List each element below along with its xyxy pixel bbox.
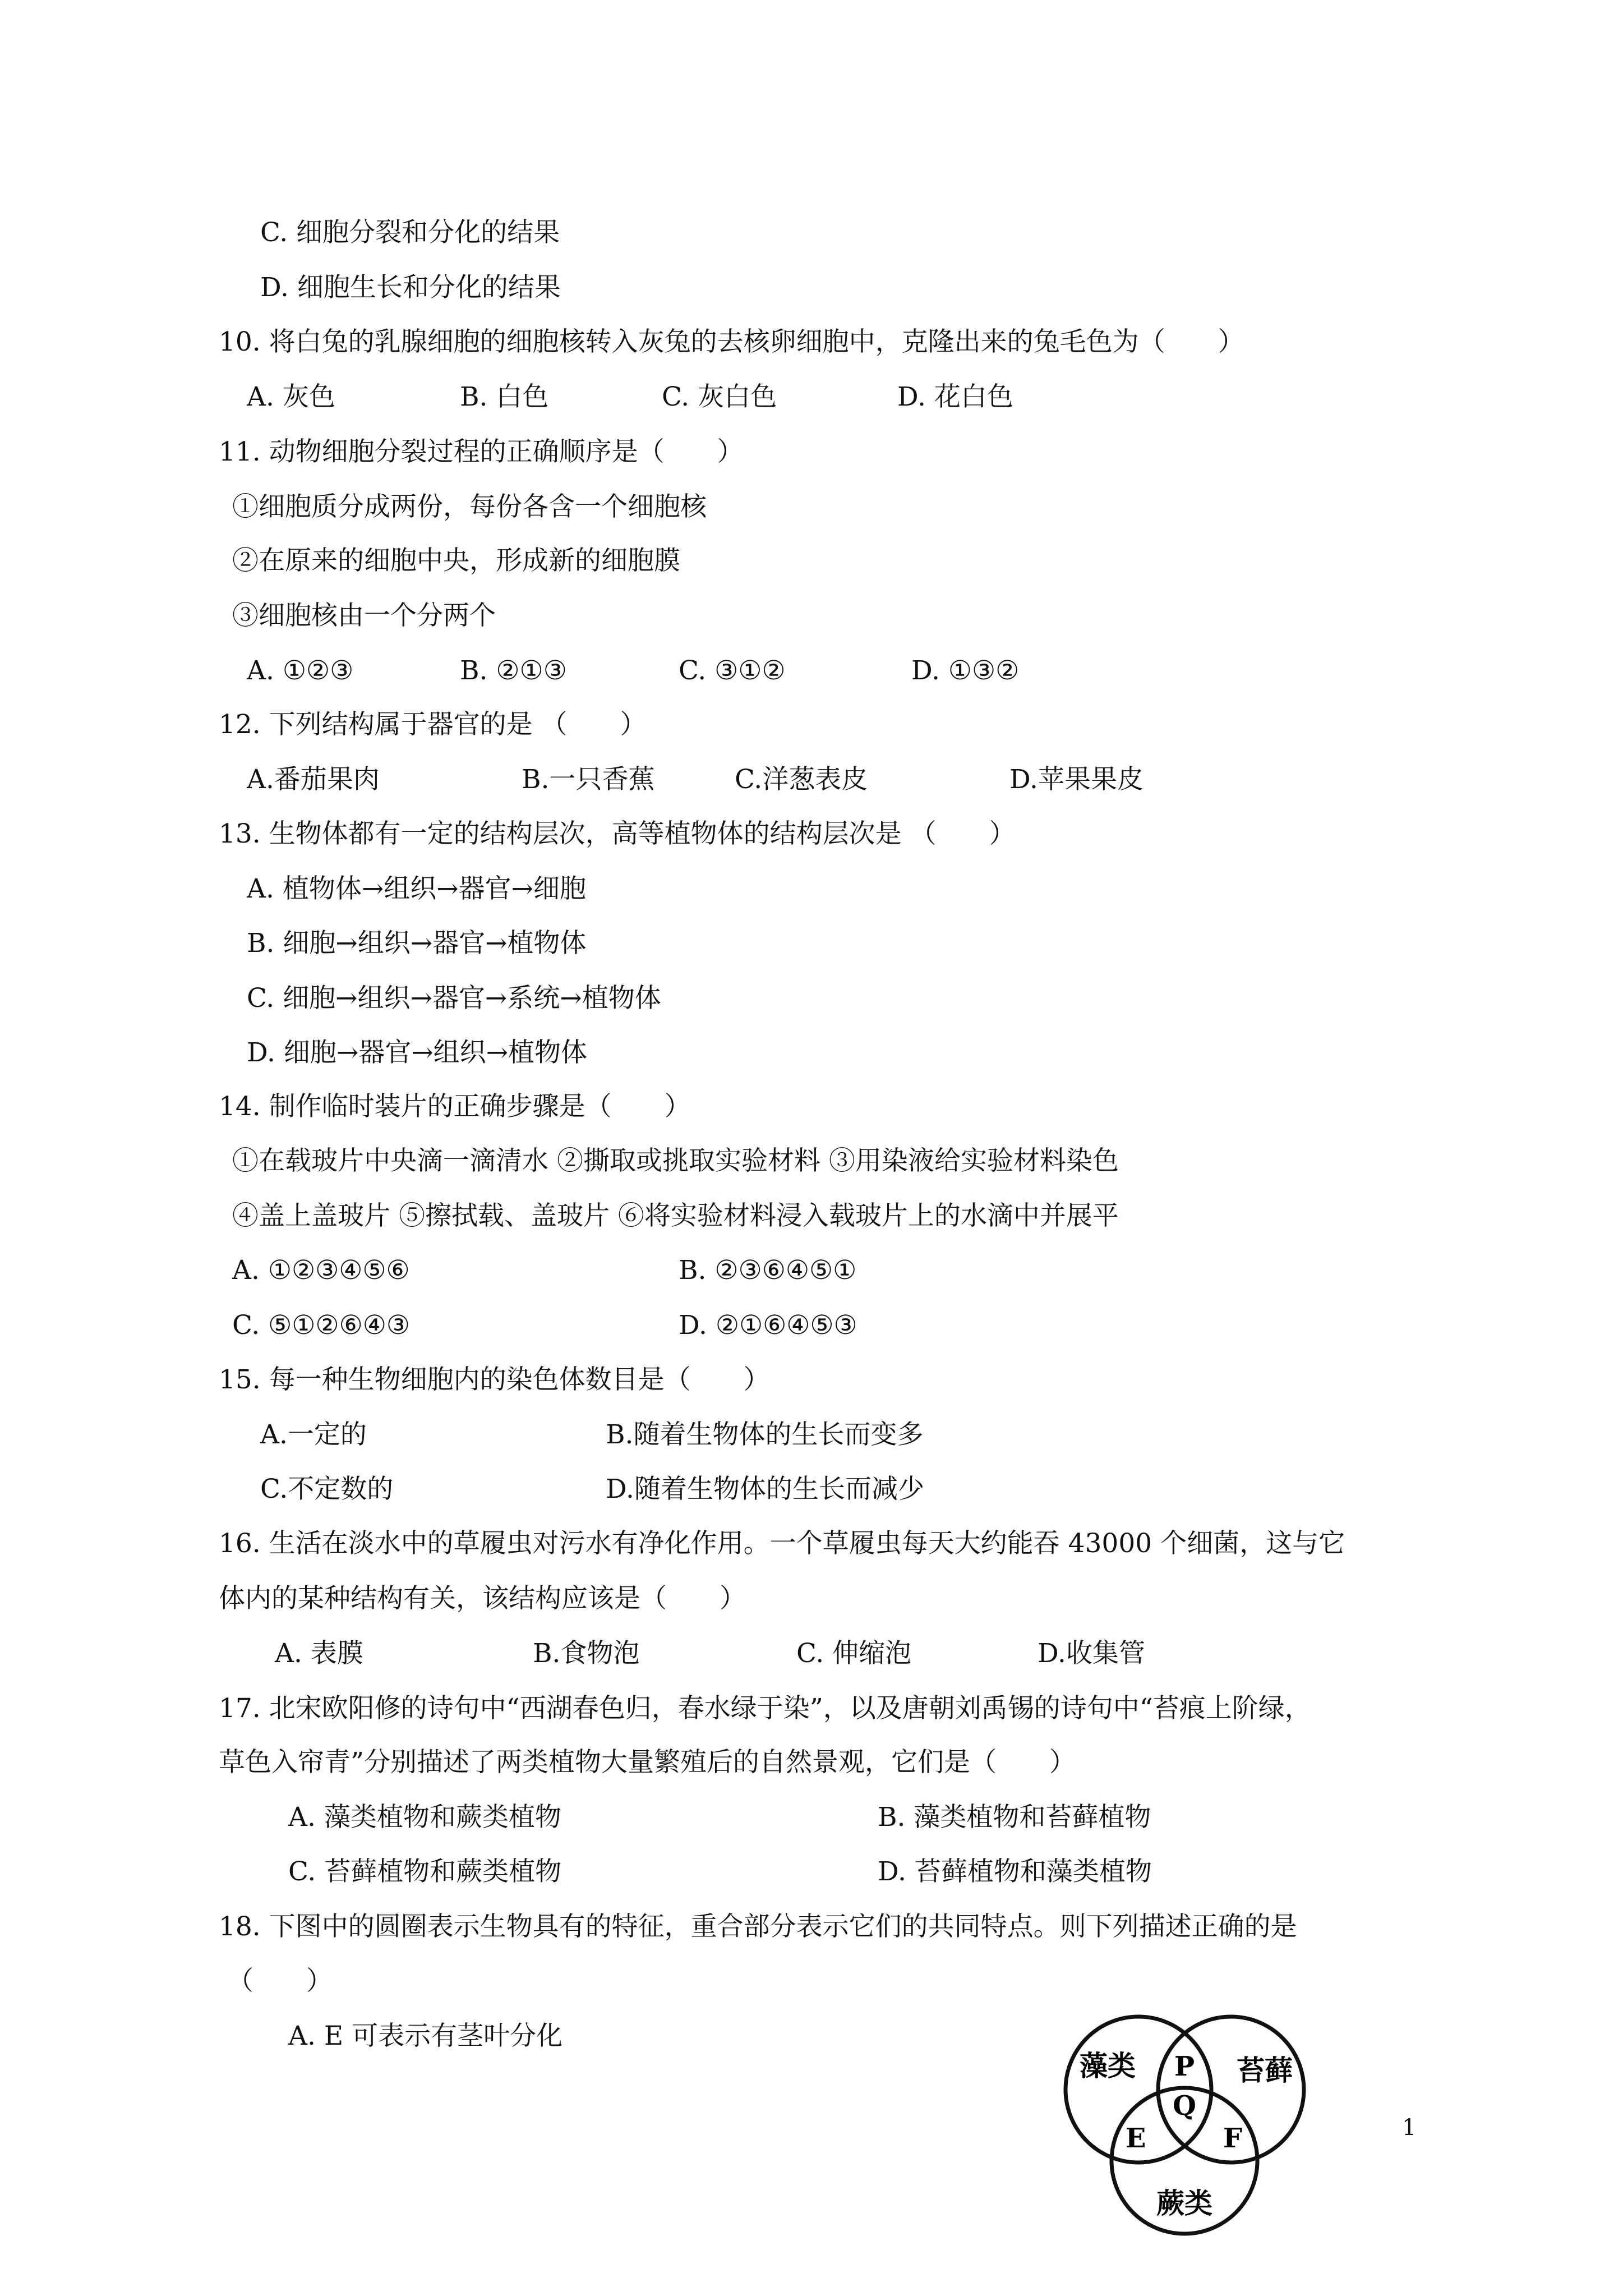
q14-option-b: B. ②③⑥④⑤① <box>679 1255 857 1286</box>
venn-label-fern: 蕨类 <box>1156 2187 1212 2220</box>
q17-option-c: C. 苔藓植物和蕨类植物 <box>288 1856 562 1887</box>
q12-option-d: D.苹果果皮 <box>1009 764 1144 795</box>
q10-option-a: A. 灰色 <box>247 381 335 412</box>
venn-label-moss: 苔藓 <box>1237 2054 1293 2087</box>
q18-option-a: A. E 可表示有茎叶分化 <box>288 2021 563 2051</box>
venn-region-p: P <box>1174 2051 1195 2082</box>
q16-stem-line-1: 16. 生活在淡水中的草履虫对污水有净化作用。一个草履虫每天大约能吞 43000 个细菌，这与它 <box>219 1528 1345 1559</box>
q17-stem-line-2: 草色入帘青”分别描述了两类植物大量繁殖后的自然景观，它们是（ ） <box>219 1747 1076 1778</box>
page-number: 1 <box>1402 2115 1417 2141</box>
venn-diagram <box>1054 2014 1324 2238</box>
q16-option-d: D.收集管 <box>1038 1638 1145 1669</box>
q13-option-a: A. 植物体→组织→器官→细胞 <box>247 873 586 904</box>
q14-option-c: C. ⑤①②⑥④③ <box>232 1310 410 1341</box>
q11-item-1: ①细胞质分成两份，每份各含一个细胞核 <box>232 491 707 522</box>
q18-stem-line-1: 18. 下图中的圆圈表示生物具有的特征，重合部分表示它们的共同特点。则下列描述正确的是 <box>219 1911 1297 1942</box>
q14-items-line-2: ④盖上盖玻片 ⑤擦拭载、盖玻片 ⑥将实验材料浸入载玻片上的水滴中并展平 <box>232 1200 1119 1231</box>
venn-region-e: E <box>1125 2123 1146 2154</box>
q15-option-a: A.一定的 <box>260 1419 367 1450</box>
q13-stem: 13. 生物体都有一定的结构层次，高等植物体的结构层次是 （ ） <box>219 818 1016 849</box>
q17-option-b: B. 藻类植物和苔藓植物 <box>878 1802 1151 1833</box>
q11-item-3: ③细胞核由一个分两个 <box>232 600 496 631</box>
q10-stem: 10. 将白兔的乳腺细胞的细胞核转入灰兔的去核卵细胞中，克隆出来的兔毛色为（ ） <box>219 326 1244 357</box>
q17-option-d: D. 苔藓植物和藻类植物 <box>878 1856 1152 1887</box>
venn-region-q: Q <box>1173 2090 1196 2122</box>
q13-option-c: C. 细胞→组织→器官→系统→植物体 <box>247 983 661 1014</box>
q13-option-b: B. 细胞→组织→器官→植物体 <box>247 928 587 959</box>
q9-option-c: C. 细胞分裂和分化的结果 <box>260 217 560 248</box>
q14-items-line-1: ①在载玻片中央滴一滴清水 ②撕取或挑取实验材料 ③用染液给实验材料染色 <box>232 1145 1119 1176</box>
q11-option-b: B. ②①③ <box>460 655 567 686</box>
q17-option-a: A. 藻类植物和蕨类植物 <box>288 1802 561 1833</box>
q16-option-c: C. 伸缩泡 <box>796 1638 912 1669</box>
q14-option-d: D. ②①⑥④⑤③ <box>679 1310 857 1341</box>
q16-option-b: B.食物泡 <box>533 1638 640 1669</box>
q16-stem-line-2: 体内的某种结构有关，该结构应该是（ ） <box>219 1583 746 1614</box>
q13-option-d: D. 细胞→器官→组织→植物体 <box>247 1037 588 1068</box>
q11-option-a: A. ①②③ <box>247 655 354 686</box>
q14-stem: 14. 制作临时装片的正确步骤是（ ） <box>219 1091 691 1122</box>
q15-option-c: C.不定数的 <box>260 1474 394 1504</box>
q15-option-d: D.随着生物体的生长而减少 <box>606 1474 924 1504</box>
q12-option-b: B.一只香蕉 <box>522 764 655 795</box>
q14-option-a: A. ①②③④⑤⑥ <box>232 1255 410 1286</box>
q12-option-c: C.洋葱表皮 <box>735 764 868 795</box>
q11-item-2: ②在原来的细胞中央，形成新的细胞膜 <box>232 545 680 576</box>
q18-stem-line-2: （ ） <box>227 1966 333 1996</box>
q12-stem: 12. 下列结构属于器官的是 （ ） <box>219 709 647 740</box>
q12-option-a: A.番茄果肉 <box>247 764 380 795</box>
q11-stem: 11. 动物细胞分裂过程的正确顺序是（ ） <box>219 436 744 467</box>
q10-option-d: D. 花白色 <box>897 381 1013 412</box>
q11-option-d: D. ①③② <box>911 655 1020 686</box>
q15-stem: 15. 每一种生物细胞内的染色体数目是（ ） <box>219 1364 770 1395</box>
q10-option-c: C. 灰白色 <box>662 381 777 412</box>
q16-option-a: A. 表膜 <box>275 1638 363 1669</box>
q11-option-c: C. ③①② <box>679 655 786 686</box>
q15-option-b: B.随着生物体的生长而变多 <box>606 1419 924 1450</box>
venn-label-algae: 藻类 <box>1080 2049 1136 2082</box>
venn-region-f: F <box>1223 2123 1243 2154</box>
q10-option-b: B. 白色 <box>460 381 549 412</box>
q9-option-d: D. 细胞生长和分化的结果 <box>260 272 561 303</box>
q17-stem-line-1: 17. 北宋欧阳修的诗句中“西湖春色归，春水绿于染”，以及唐朝刘禹锡的诗句中“苔痕上阶绿， <box>219 1693 1311 1724</box>
